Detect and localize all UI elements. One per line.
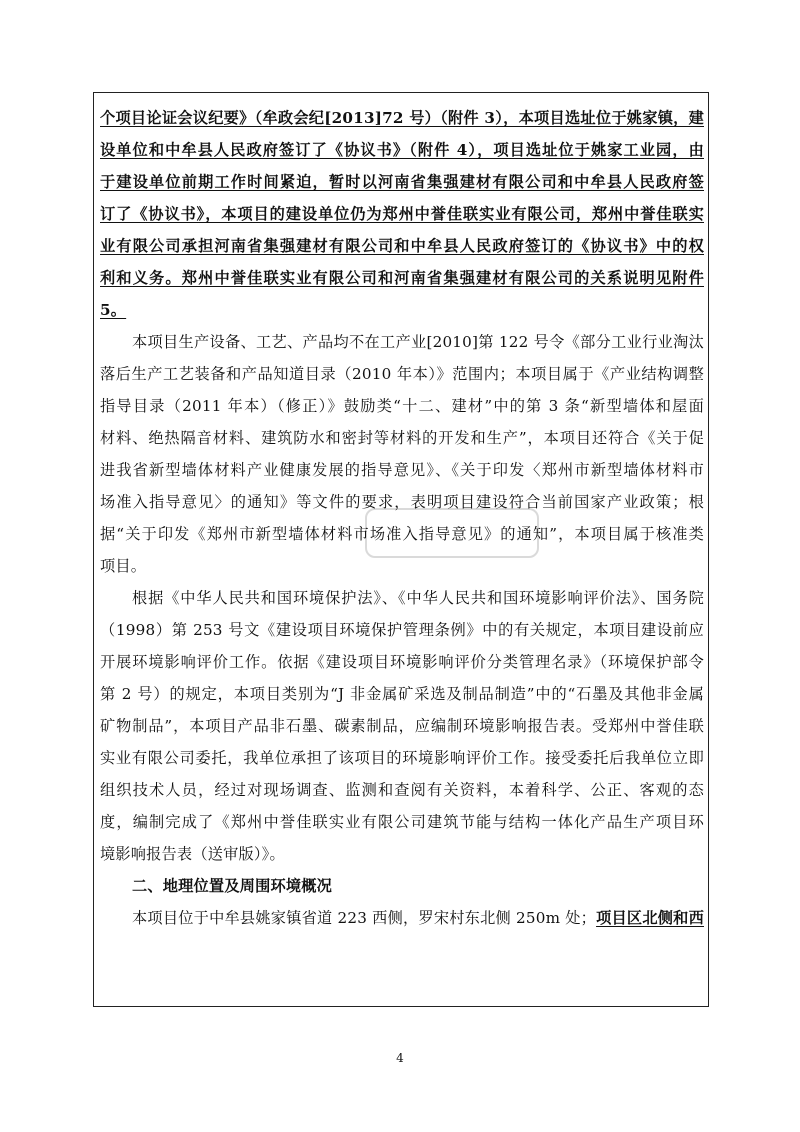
paragraph-agreement <box>100 102 704 326</box>
text-line: 利和义务。郑州中誉佳联实业有限公司和河南省集强建材有限公司的关系说明见附件 <box>100 269 704 287</box>
text-line: 指导目录（2011 年本）（修正）》鼓励类“十二、建材”中的第 3 条“新型墙体和屋面 <box>100 397 704 415</box>
text-line: 订了《协议书》，本项目的建设单位仍为郑州中誉佳联实业有限公司，郑州中誉佳联实 <box>100 205 704 223</box>
text-line: 第 2 号）的规定，本项目类别为“J 非金属矿采选及制品制造”中的“石墨及其他非金属 <box>100 685 704 703</box>
text-line: 境影响报告表（送审版）》。 <box>100 845 285 863</box>
text-line: 个项目论证会议纪要》（牟政会纪[2013]72 号）（附件 3），本项目选址位于姚家镇，建 <box>100 109 704 127</box>
location-text-emphasis: 项目区北侧和西 <box>596 909 704 927</box>
text-line: 组织技术人员，经过对现场调查、监测和查阅有关资料，本着科学、公正、客观的态 <box>100 781 704 799</box>
paragraph-eia-basis <box>100 582 704 870</box>
text-line: 矿物制品”，本项目产品非石墨、碳素制品，应编制环境影响报告表。受郑州中誉佳联 <box>100 717 704 735</box>
paragraph-location <box>100 902 704 934</box>
text-line: 根据《中华人民共和国环境保护法》、《中华人民共和国环境影响评价法》、国务院 <box>132 589 704 607</box>
text-line: 据“关于印发《郑州市新型墙体材料市场准入指导意见》的通知”，本项目属于核准类 <box>100 525 704 543</box>
text-line: 本项目生产设备、工艺、产品均不在工产业[2010]第 122 号令《部分工业行业淘汰 <box>132 333 704 351</box>
text-line: （1998）第 253 号文《建设项目环境保护管理条例》中的有关规定，本项目建设前应 <box>100 621 704 639</box>
text-line: 设单位和中牟县人民政府签订了《协议书》（附件 4），项目选址位于姚家工业园，由 <box>100 141 704 159</box>
text-line: 业有限公司承担河南省集强建材有限公司和中牟县人民政府签订的《协议书》中的权 <box>100 237 704 255</box>
paragraph-industrial-policy <box>100 326 704 582</box>
section-heading: 二、地理位置及周围环境概况 <box>132 877 333 895</box>
location-text: 本项目位于中牟县姚家镇省道 223 西侧，罗宋村东北侧 250m 处； <box>132 909 597 927</box>
page-number: 4 <box>396 1051 404 1065</box>
text-line: 场准入指导意见〉的通知》等文件的要求，表明项目建设符合当前国家产业政策；根 <box>100 493 704 511</box>
text-line: 落后生产工艺装备和产品知道目录（2010 年本）》范围内；本项目属于《产业结构调整 <box>100 365 704 383</box>
text-line: 于建设单位前期工作时间紧迫，暂时以河南省集强建材有限公司和中牟县人民政府签 <box>100 173 704 191</box>
text-line: 实业有限公司委托，我单位承担了该项目的环境影响评价工作。接受委托后我单位立即 <box>100 749 704 767</box>
text-line: 开展环境影响评价工作。依据《建设项目环境影响评价分类管理名录》（环境保护部令 <box>100 653 704 671</box>
document-body <box>100 102 704 934</box>
text-line: 进我省新型墙体材料产业健康发展的指导意见》、《关于印发〈郑州市新型墙体材料市 <box>100 461 704 479</box>
text-line: 材料、绝热隔音材料、建筑防水和密封等材料的开发和生产”，本项目还符合《关于促 <box>100 429 704 447</box>
text-line: 度，编制完成了《郑州中誉佳联实业有限公司建筑节能与结构一体化产品生产项目环 <box>100 813 704 831</box>
text-line: 项目。 <box>100 557 147 575</box>
text-line: 5。 <box>100 301 127 319</box>
